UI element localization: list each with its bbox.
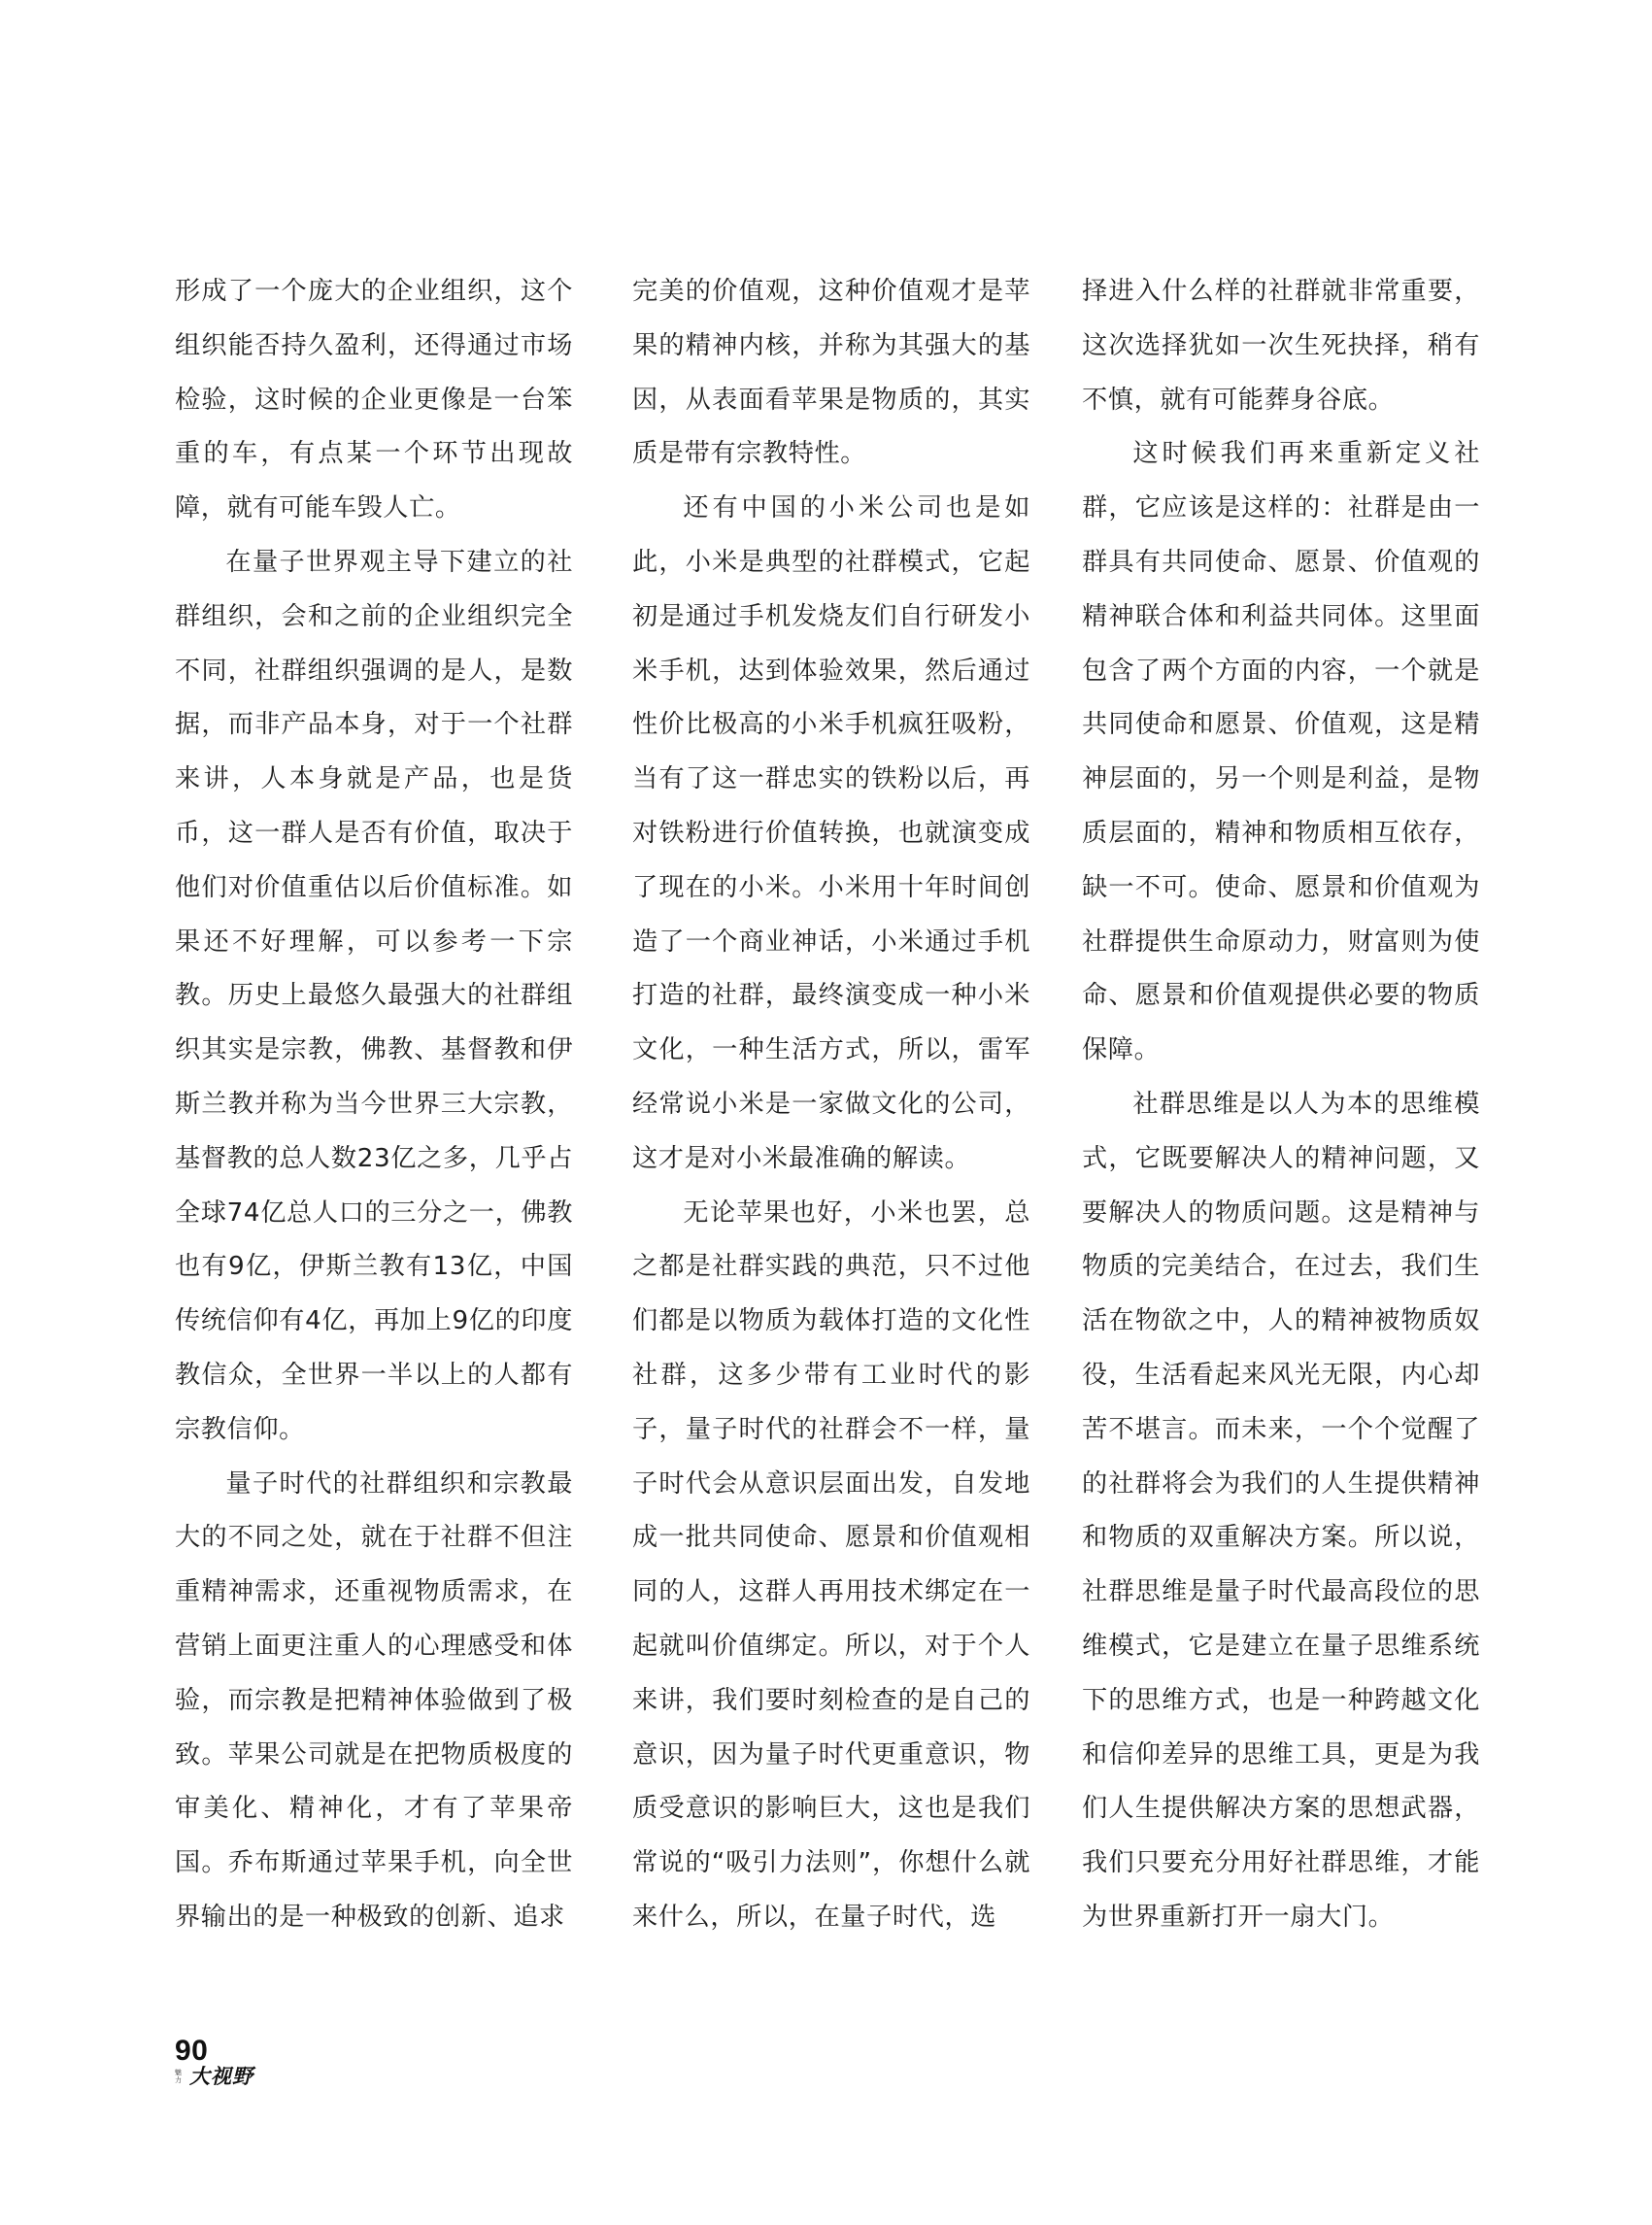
paragraph-continuation: 形成了一个庞大的企业组织，这个组织能否持久盈利，还得通过市场检验，这时候的企业更像是一台笨重的车，有点某一个环节出现故障，就有可能车毁人亡。 [175,277,573,523]
paragraph: 还有中国的小米公司也是如此，小米是典型的社群模式，它起初是通过手机发烧友们自行研发小米手机，达到体验效果，然后通过性价比极高的小米手机疯狂吸粉，当有了这一群忠实的铁粉以后，再对铁粉进行价值转换，也就演变成了现在的小米。小米用十年时间创造了一个商业神话，小米通过手机打造的社群，最终演变成一种小米文化，一种生活方式，所以，雷军经常说小米是一家做文化的公司，这才是对小米最准确的解读。 [632,493,1030,1173]
text-column-left [175,265,573,1945]
text-column-right [1082,265,1480,1945]
page-footer [175,2036,291,2088]
text-column-middle [632,265,1030,1945]
paragraph: 量子时代的社群组织和宗教最大的不同之处，就在于社群不但注重精神需求，还重视物质需求，在营销上面更注重人的心理感受和体验，而宗教是把精神体验做到了极致。苹果公司就是在把物质极度的审美化、精神化，才有了苹果帝国。乔布斯通过苹果手机，向全世界输出的是一种极致的创新、追求 [175,1468,573,1932]
paragraph-continuation: 完美的价值观，这种价值观才是苹果的精神内核，并称为其强大的基因，从表面看苹果是物质的，其实质是带有宗教特性。 [632,277,1030,469]
paragraph: 社群思维是以人为本的思维模式，它既要解决人的精神问题，又要解决人的物质问题。这是精神与物质的完美结合，在过去，我们生活在物欲之中，人的精神被物质奴役，生活看起来风光无限，内心却苦不堪言。而未来，一个个觉醒了的社群将会为我们的人生提供精神和物质的双重解决方案。所以说，社群思维是量子时代最高段位的思维模式，它是建立在量子思维系统下的思维方式，也是一种跨越文化和信仰差异的思维工具，更是为我们人生提供解决方案的思想武器，我们只要充分用好社群思维，才能为世界重新打开一扇大门。 [1082,1089,1480,1932]
magazine-title: 大视野 [189,2064,253,2088]
magazine-logo [175,2065,291,2088]
paragraph: 这时候我们再来重新定义社群，它应该是这样的：社群是由一群具有共同使命、愿景、价值观的精神联合体和利益共同体。这里面包含了两个方面的内容，一个就是共同使命和愿景、价值观，这是精神层面的，另一个则是利益，是物质层面的，精神和物质相互依存，缺一不可。使命、愿景和价值观为社群提供生命原动力，财富则为使命、愿景和价值观提供必要的物质保障。 [1082,439,1480,1065]
paragraph: 无论苹果也好，小米也罢，总之都是社群实践的典范，只不过他们都是以物质为载体打造的文化性社群，这多少带有工业时代的影子，量子时代的社群会不一样，量子时代会从意识层面出发，自发地成一批共同使命、愿景和价值观相同的人，这群人再用技术绑定在一起就叫价值绑定。所以，对于个人来讲，我们要时刻检查的是自己的意识，因为量子时代更重意识，物质受意识的影响巨大，这也是我们常说的“吸引力法则”，你想什么就来什么，所以，在量子时代，选 [632,1197,1030,1932]
paragraph-continuation: 择进入什么样的社群就非常重要，这次选择犹如一次生死抉择，稍有不慎，就有可能葬身谷底。 [1082,277,1480,415]
paragraph: 在量子世界观主导下建立的社群组织，会和之前的企业组织完全不同，社群组织强调的是人，是数据，而非产品本身，对于一个社群来讲，人本身就是产品，也是货币，这一群人是否有价值，取决于他们对价值重估以后价值标准。如果还不好理解，可以参考一下宗教。历史上最悠久最强大的社群组织其实是宗教，佛教、基督教和伊斯兰教并称为当今世界三大宗教，基督教的总人数23亿之多，几乎占全球74亿总人口的三分之一，佛教也有9亿，伊斯兰教有13亿，中国传统信仰有4亿，再加上9亿的印度教信众，全世界一半以上的人都有宗教信仰。 [175,547,573,1444]
page-number: 90 [175,2035,209,2067]
magazine-prefix: 魅力 [175,2069,182,2084]
